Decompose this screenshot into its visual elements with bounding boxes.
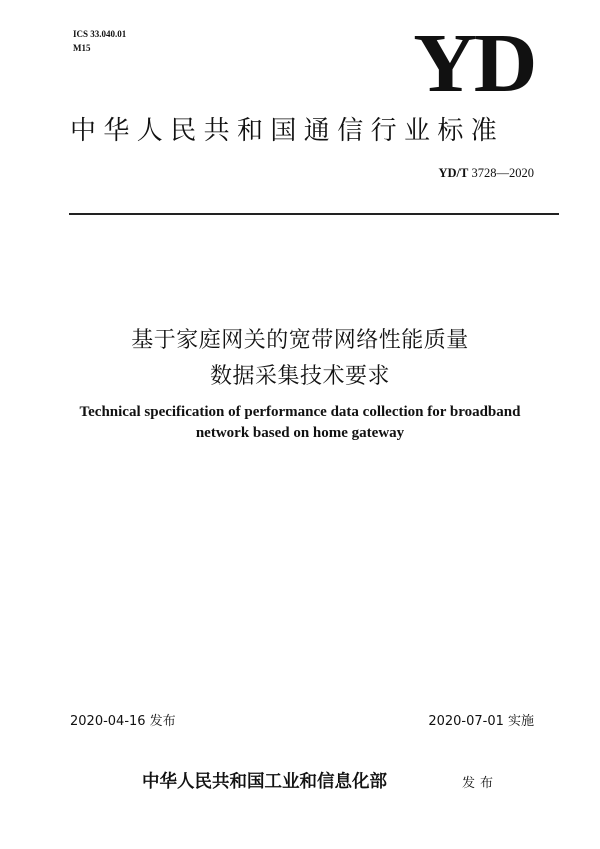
ccs-code: M15: [73, 43, 91, 53]
header-divider: [69, 213, 559, 215]
effective-date: 2020-07-01 实施: [428, 714, 534, 729]
standard-category-title: 中华人民共和国通信行业标准: [70, 116, 505, 146]
standard-number-value: 3728—2020: [471, 166, 534, 180]
publisher-name: 中华人民共和国工业和信息化部: [142, 772, 387, 792]
publish-date: 2020-04-16 发布: [70, 714, 176, 729]
document-title-en-line2: network based on home gateway: [195, 425, 405, 441]
ics-code: ICS 33.040.01: [73, 29, 127, 39]
document-title-cn-line1: 基于家庭网关的宽带网络性能质量: [131, 328, 469, 353]
publish-label: 发布: [462, 776, 499, 791]
standard-number: [439, 166, 535, 181]
document-title-en-line1: Technical specification of performance data collection for broadband: [79, 404, 521, 420]
standard-number-prefix: YD/T: [438, 166, 469, 180]
document-title-cn-line2: 数据采集技术要求: [209, 364, 390, 389]
classification-codes: [73, 27, 126, 55]
yd-logo: YD: [412, 17, 534, 110]
